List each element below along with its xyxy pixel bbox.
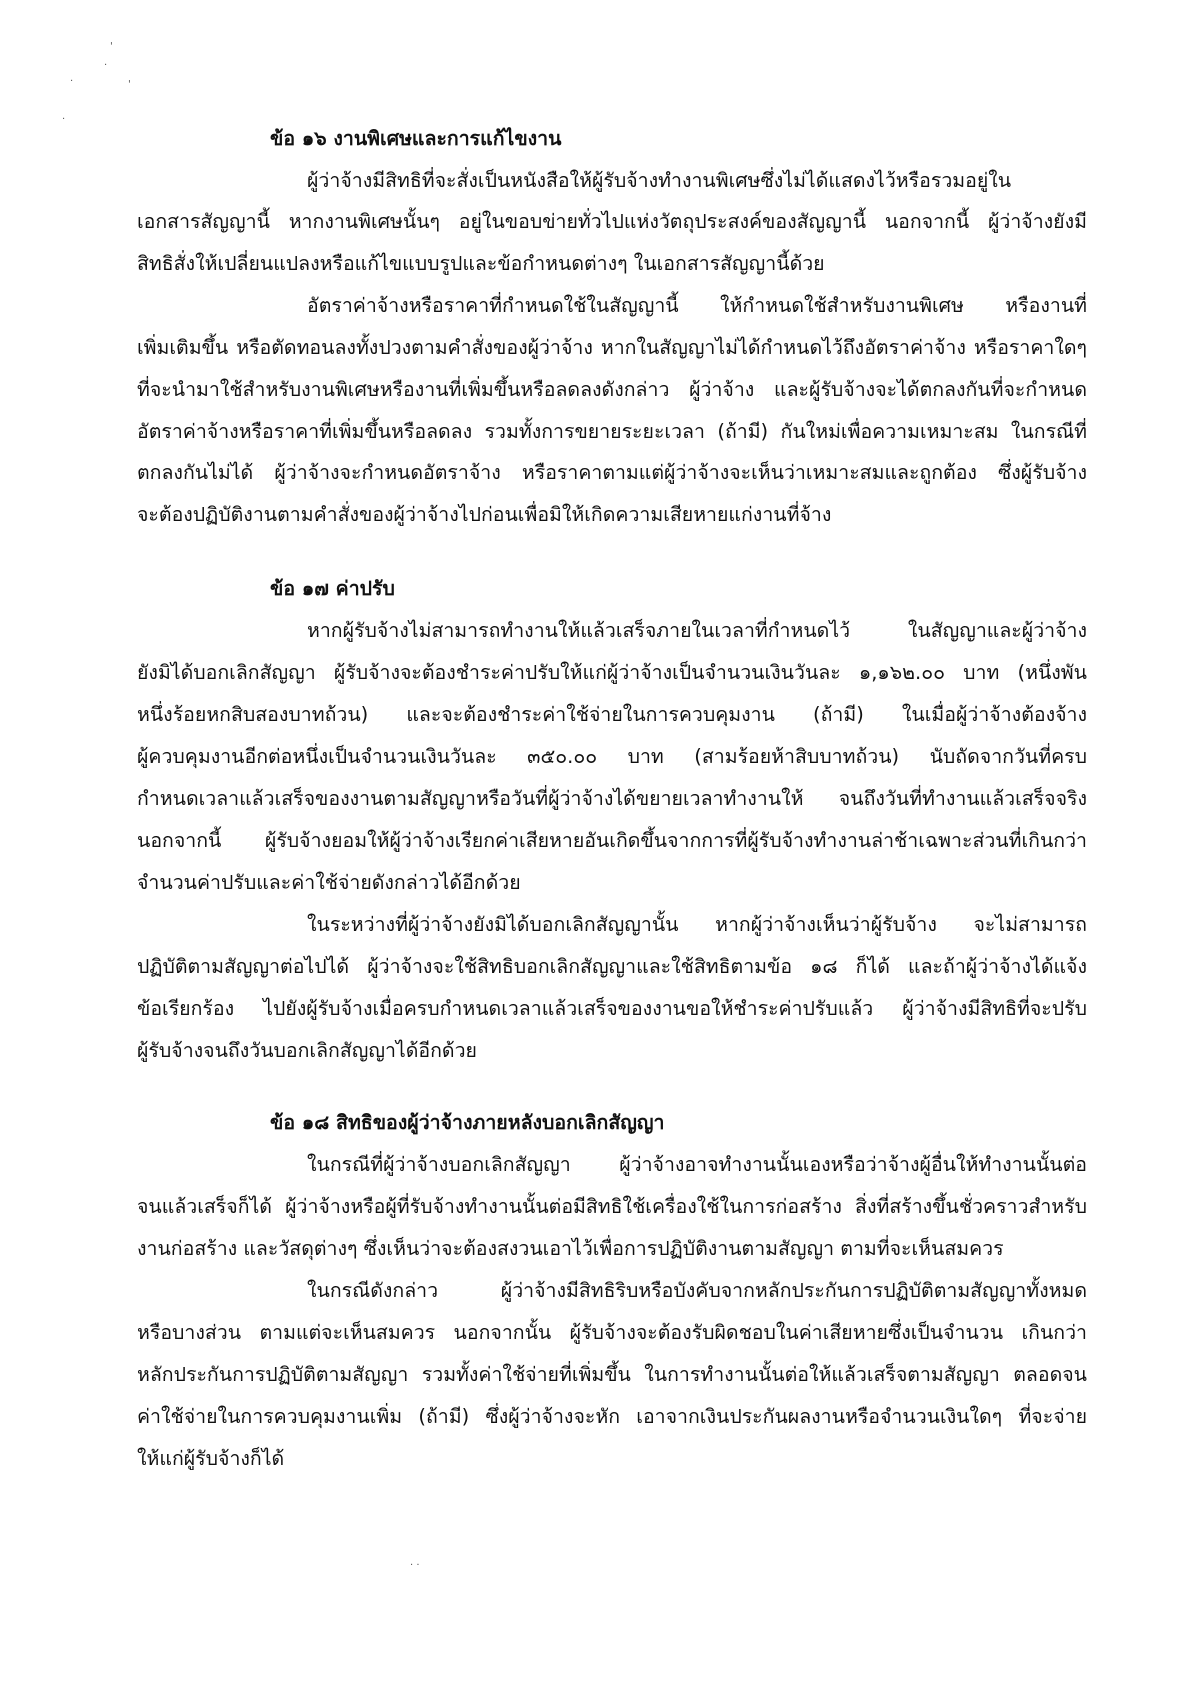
section-18-p2-line-5: ให้แก่ผู้รับจ้างก็ได้ bbox=[137, 1447, 285, 1470]
section-17-p2-line-4: ผู้รับจ้างจนถึงวันบอกเลิกสัญญาได้อีกด้วย bbox=[137, 1039, 477, 1062]
section-16-p2-line-3: ที่จะนำมาใช้สำหรับงานพิเศษหรืองานที่เพิ่มขึ้นหรือลดลงดังกล่าว ผู้ว่าจ้าง และผู้รับจ้างจะได้ตกลงกันที่จะกำหนด bbox=[137, 378, 1087, 401]
section-18-heading: ข้อ ๑๘ สิทธิของผู้ว่าจ้างภายหลังบอกเลิกสัญญา bbox=[270, 1111, 665, 1134]
section-17-p1-line-5: กำหนดเวลาแล้วเสร็จของงานตามสัญญาหรือวันที่ผู้ว่าจ้างได้ขยายเวลาทำงานให้ จนถึงวันที่ทำงานแล้วเสร็จจริง bbox=[137, 787, 1087, 810]
section-17-p2-line-1: ในระหว่างที่ผู้ว่าจ้างยังมิได้บอกเลิกสัญญานั้น หากผู้ว่าจ้างเห็นว่าผู้รับจ้าง จะไม่สามารถ bbox=[307, 913, 1087, 936]
section-17-p2-line-3: ข้อเรียกร้อง ไปยังผู้รับจ้างเมื่อครบกำหนดเวลาแล้วเสร็จของงานขอให้ชำระค่าปรับแล้ว ผู้ว่าจ้างมีสิทธิที่จะปรับ bbox=[137, 997, 1087, 1020]
section-17-p2-line-2: ปฏิบัติตามสัญญาต่อไปได้ ผู้ว่าจ้างจะใช้สิทธิบอกเลิกสัญญาและใช้สิทธิตามข้อ ๑๘ ก็ได้ และถ้าผู้ว่าจ้างได้แจ้ง bbox=[137, 955, 1087, 978]
scan-speck: . . bbox=[410, 1557, 420, 1568]
scan-speck: . bbox=[70, 73, 74, 84]
section-18-p1-line-1: ในกรณีที่ผู้ว่าจ้างบอกเลิกสัญญา ผู้ว่าจ้างอาจทำงานนั้นเองหรือว่าจ้างผู้อื่นให้ทำงานนั้นต่อ bbox=[307, 1153, 1087, 1176]
section-16-p2-line-2: เพิ่มเติมขึ้น หรือตัดทอนลงทั้งปวงตามคำสั่งของผู้ว่าจ้าง หากในสัญญาไม่ได้กำหนดไว้ถึงอัตราค่าจ้าง หรือราคาใดๆ bbox=[137, 336, 1087, 359]
section-18-p1-line-3: งานก่อสร้าง และวัสดุต่างๆ ซึ่งเห็นว่าจะต้องสงวนเอาไว้เพื่อการปฏิบัติงานตามสัญญา ตามที่จะเห็นสมควร bbox=[137, 1237, 1004, 1260]
section-18-p2-line-2: หรือบางส่วน ตามแต่จะเห็นสมควร นอกจากนั้น ผู้รับจ้างจะต้องรับผิดชอบในค่าเสียหายซึ่งเป็นจำนวน เกินกว่า bbox=[137, 1321, 1087, 1344]
section-18-p2-line-4: ค่าใช้จ่ายในการควบคุมงานเพิ่ม (ถ้ามี) ซึ่งผู้ว่าจ้างจะหัก เอาจากเงินประกันผลงานหรือจำนวนเงินใดๆ ที่จะจ่าย bbox=[137, 1405, 1087, 1428]
section-17-p1-line-2: ยังมิได้บอกเลิกสัญญา ผู้รับจ้างจะต้องชำระค่าปรับให้แก่ผู้ว่าจ้างเป็นจำนวนเงินวันละ ๑,๑๖๒.๐๐ บาท (หนึ่งพัน bbox=[137, 661, 1087, 684]
section-18-p1-line-2: จนแล้วเสร็จก็ได้ ผู้ว่าจ้างหรือผู้ที่รับจ้างทำงานนั้นต่อมีสิทธิใช้เครื่องใช้ในการก่อสร้าง สิ่งที่สร้างขึ้นชั่วคราวสำหรับ bbox=[137, 1195, 1087, 1218]
scan-speck: ' bbox=[128, 79, 131, 90]
section-16-p1-line-1: ผู้ว่าจ้างมีสิทธิที่จะสั่งเป็นหนังสือให้ผู้รับจ้างทำงานพิเศษซึ่งไม่ได้แสดงไว้หรือรวมอยู่ใน bbox=[307, 169, 1012, 192]
section-17-p1-line-1: หากผู้รับจ้างไม่สามารถทำงานให้แล้วเสร็จภายในเวลาที่กำหนดไว้ ในสัญญาและผู้ว่าจ้าง bbox=[307, 619, 1087, 642]
section-16-p2-line-4: อัตราค่าจ้างหรือราคาที่เพิ่มขึ้นหรือลดลง รวมทั้งการขยายระยะเวลา (ถ้ามี) กันใหม่เพื่อความเหมาะสม ในกรณีที่ bbox=[137, 420, 1087, 443]
scan-speck: . bbox=[104, 57, 108, 68]
section-17-p1-line-7: จำนวนค่าปรับและค่าใช้จ่ายดังกล่าวได้อีกด้วย bbox=[137, 871, 521, 894]
section-16-p1-line-3: สิทธิสั่งให้เปลี่ยนแปลงหรือแก้ไขแบบรูปและข้อกำหนดต่างๆ ในเอกสารสัญญานี้ด้วย bbox=[137, 252, 825, 275]
section-16-p1-line-2: เอกสารสัญญานี้ หากงานพิเศษนั้นๆ อยู่ในขอบข่ายทั่วไปแห่งวัตถุประสงค์ของสัญญานี้ นอกจากนี้ ผู้ว่าจ้างยังมี bbox=[137, 210, 1087, 233]
scan-speck: . bbox=[62, 111, 66, 122]
section-16-p2-line-1: อัตราค่าจ้างหรือราคาที่กำหนดใช้ในสัญญานี้ ให้กำหนดใช้สำหรับงานพิเศษ หรืองานที่ bbox=[307, 294, 1087, 317]
section-18-p2-line-1: ในกรณีดังกล่าว ผู้ว่าจ้างมีสิทธิริบหรือบังคับจากหลักประกันการปฏิบัติตามสัญญาทั้งหมด bbox=[307, 1279, 1087, 1302]
section-16-p2-line-5: ตกลงกันไม่ได้ ผู้ว่าจ้างจะกำหนดอัตราจ้าง หรือราคาตามแต่ผู้ว่าจ้างจะเห็นว่าเหมาะสมและถูกต้อง ซึ่งผู้รับจ้าง bbox=[137, 461, 1087, 484]
section-17-p1-line-4: ผู้ควบคุมงานอีกต่อหนึ่งเป็นจำนวนเงินวันละ ๓๕๐.๐๐ บาท (สามร้อยห้าสิบบาทถ้วน) นับถัดจากวันที่ครบ bbox=[137, 745, 1087, 768]
scan-speck: ' bbox=[110, 41, 113, 52]
section-16-p2-line-6: จะต้องปฏิบัติงานตามคำสั่งของผู้ว่าจ้างไปก่อนเพื่อมิให้เกิดความเสียหายแก่งานที่จ้าง bbox=[137, 503, 832, 526]
section-18-p2-line-3: หลักประกันการปฏิบัติตามสัญญา รวมทั้งค่าใช้จ่ายที่เพิ่มขึ้น ในการทำงานนั้นต่อให้แล้วเสร็จตามสัญญา ตลอดจน bbox=[137, 1363, 1087, 1386]
section-16-heading: ข้อ ๑๖ งานพิเศษและการแก้ไขงาน bbox=[270, 127, 562, 150]
section-17-heading: ข้อ ๑๗ ค่าปรับ bbox=[270, 577, 395, 600]
section-17-p1-line-6: นอกจากนี้ ผู้รับจ้างยอมให้ผู้ว่าจ้างเรียกค่าเสียหายอันเกิดขึ้นจากการที่ผู้รับจ้างทำงานล่าช้าเฉพาะส่วนที่เกินกว่า bbox=[137, 829, 1087, 852]
section-17-p1-line-3: หนึ่งร้อยหกสิบสองบาทถ้วน) และจะต้องชำระค่าใช้จ่ายในการควบคุมงาน (ถ้ามี) ในเมื่อผู้ว่าจ้างต้องจ้าง bbox=[137, 703, 1087, 726]
